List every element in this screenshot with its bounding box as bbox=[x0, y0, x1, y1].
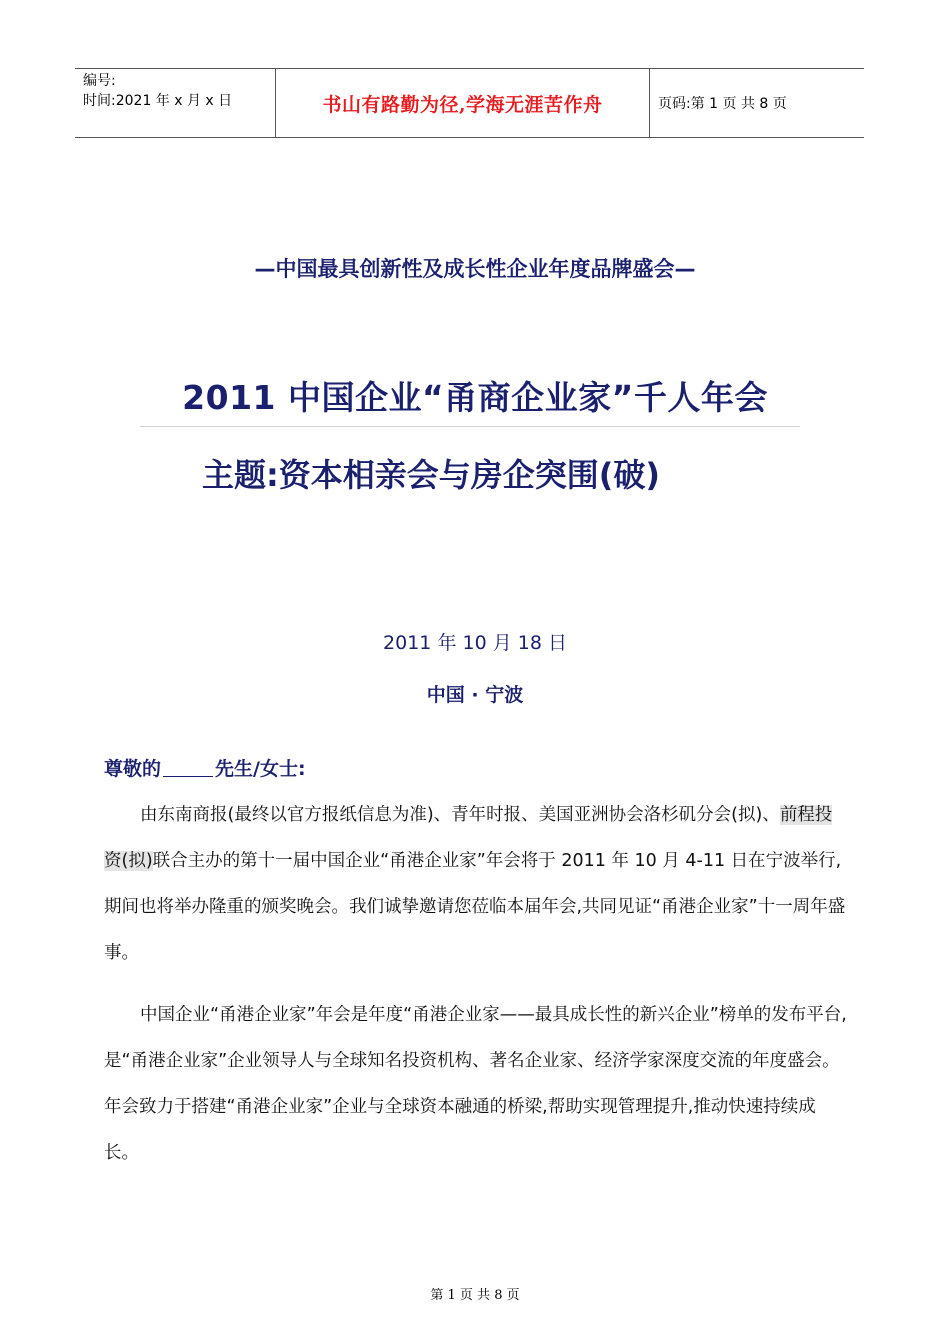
paragraph-1-part1: 由东南商报(最终以官方报纸信息为准)、青年时报、美国亚洲协会洛杉矶分会(拟)、 bbox=[140, 805, 780, 825]
event-theme: 主题:资本相亲会与房企突围(破) bbox=[202, 456, 661, 494]
time-label: 时间:2021 年 x 月 x 日 bbox=[83, 93, 233, 109]
paragraph-1-part2: 联合主办的第十一届中国企业“甬港企业家”年会将于 2011 年 10 月 4-11 日在宁波举行,期间也将举办隆重的颁奖晚会。我们诚挚邀请您莅临本届年会,共同见证“甬港企业家”十一周年盛事。 bbox=[104, 851, 846, 963]
page-footer: 第 1 页 共 8 页 bbox=[430, 1288, 520, 1303]
greeting-prefix: 尊敬的 bbox=[104, 758, 162, 780]
event-subtitle: —中国最具创新性及成长性企业年度品牌盛会— bbox=[254, 257, 696, 281]
header-meta-cell bbox=[75, 69, 276, 137]
greeting-suffix: 先生/女士: bbox=[215, 758, 306, 780]
document-header bbox=[75, 68, 864, 138]
paragraph-1 bbox=[104, 792, 848, 976]
motto-text: 书山有路勤为径,学海无涯苦作舟 bbox=[322, 93, 603, 116]
event-location: 中国 · 宁波 bbox=[426, 684, 524, 706]
number-label: 编号: bbox=[83, 73, 116, 89]
highlighted-text: 前程投资(拟) bbox=[104, 805, 833, 871]
paragraph-2-text: 中国企业“甬港企业家”年会是年度“甬港企业家——最具成长性的新兴企业”榜单的发布平台,是“甬港企业家”企业领导人与全球知名投资机构、著名企业家、经济学家深度交流的年度盛会。年会致力于搭建“甬港企业家”企业与全球资本融通的桥梁,帮助实现管理提升,推动快速持续成长。 bbox=[104, 1005, 847, 1163]
event-date: 2011 年 10 月 18 日 bbox=[383, 632, 567, 654]
page-info: 页码:第 1 页 共 8 页 bbox=[658, 96, 787, 112]
event-title: 2011 中国企业“甬商企业家”千人年会 bbox=[182, 378, 768, 417]
header-page-cell bbox=[650, 69, 864, 137]
name-blank-line bbox=[163, 758, 213, 777]
title-divider bbox=[140, 426, 800, 427]
greeting bbox=[104, 754, 306, 781]
header-motto-cell bbox=[276, 69, 650, 137]
paragraph-2 bbox=[104, 992, 848, 1176]
